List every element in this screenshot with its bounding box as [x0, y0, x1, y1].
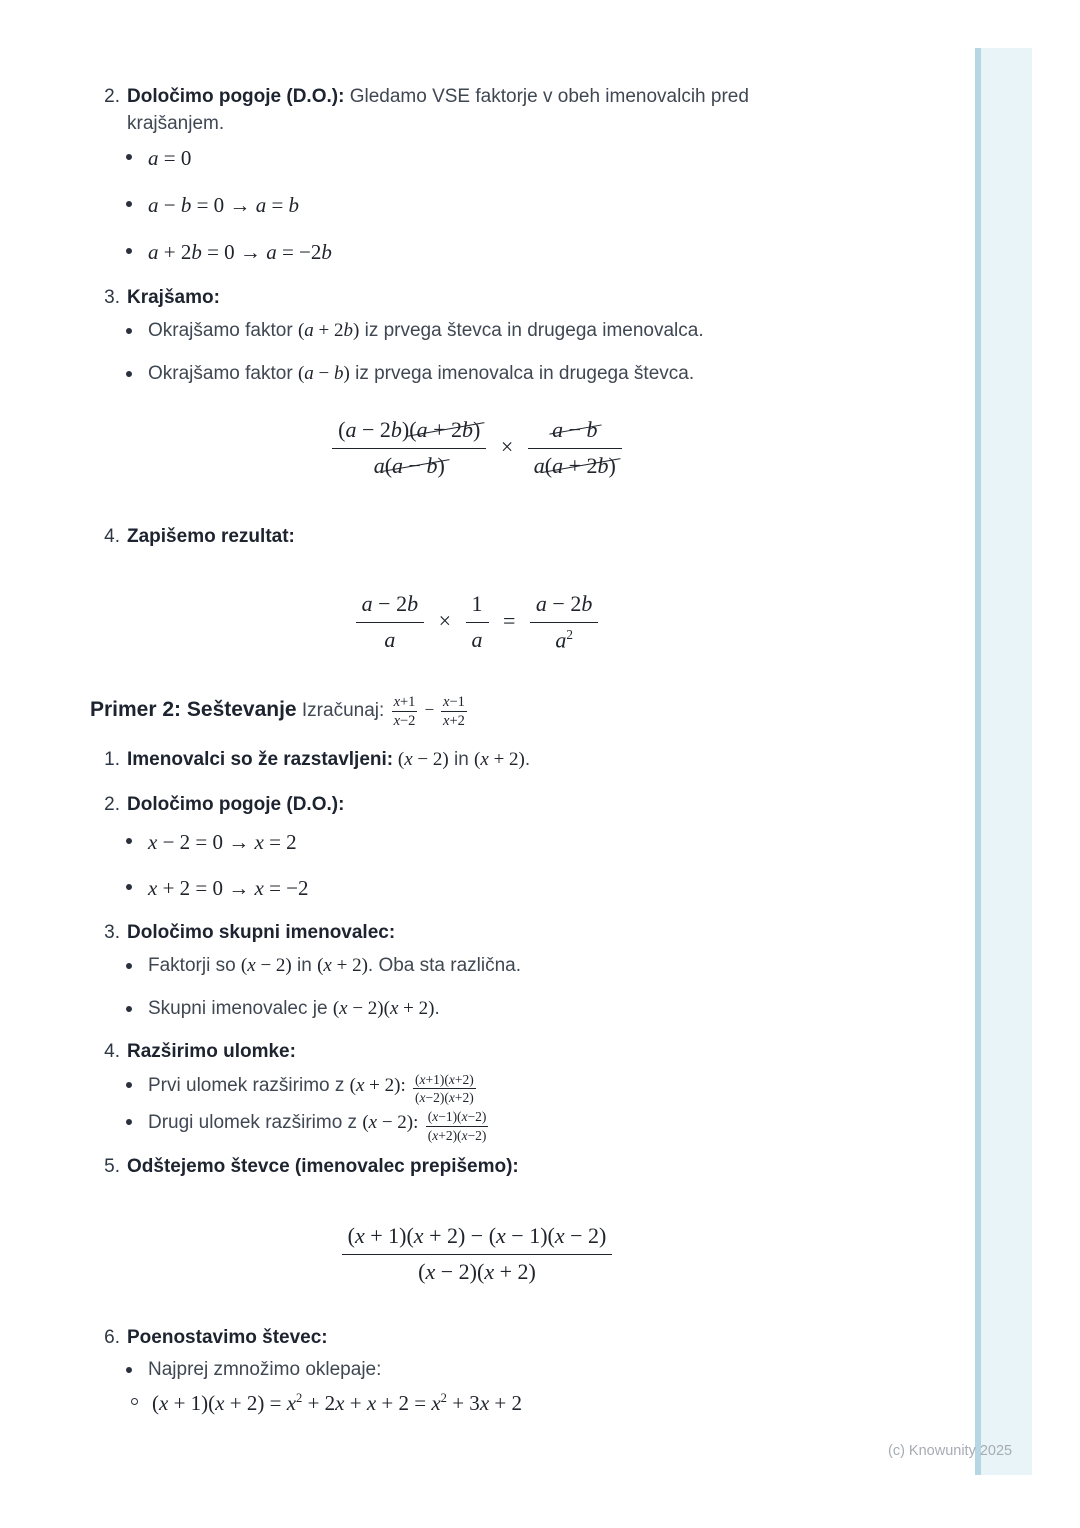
bullet-text: iz prvega števca in drugega imenovalca. [359, 319, 704, 341]
math-term: a [555, 627, 567, 653]
math-condition: x + 2 = 0 → x = −2 [148, 875, 309, 900]
bullet-dot-icon [126, 884, 132, 890]
bullet-item [126, 874, 960, 903]
fraction [342, 1221, 613, 1285]
inline-math: (x + 2): [349, 1075, 406, 1097]
list-item-3-cancel [90, 285, 960, 312]
bullet-dot-icon [126, 154, 132, 160]
list-item-4-result [90, 524, 960, 551]
math-term: + 2x + x + 2 = x [302, 1390, 441, 1415]
equals-operator: = [503, 608, 516, 634]
list-number: 2. [104, 86, 120, 107]
bullet-list [90, 1072, 960, 1142]
bullet-text: . [434, 998, 440, 1020]
bullet-dot-icon [126, 328, 132, 334]
list-item-3-common-denominator [90, 920, 960, 947]
math-term: (x + 1)(x + 2) − (x − 1)(x − 2) [342, 1221, 613, 1255]
list-number: 6. [104, 1326, 120, 1348]
list-number: 3. [104, 286, 120, 308]
list-number: 2. [104, 793, 120, 815]
math-condition: a + 2b = 0 → a = −2b [148, 239, 332, 264]
fraction [530, 589, 598, 653]
bullet-dot-icon [126, 371, 132, 377]
item-text: . [524, 749, 531, 771]
fraction [441, 694, 467, 729]
fraction [356, 589, 424, 653]
bullet-text: Skupni imenovalec je [148, 998, 333, 1020]
bullet-text: iz prvega imenovalca in drugega števca. [349, 363, 695, 385]
math-term: (x−2)(x+2) [415, 1090, 474, 1106]
list-number: 1. [104, 749, 120, 771]
bullet-dot-icon [126, 1006, 132, 1012]
bullet-item [126, 996, 960, 1022]
page-content [90, 84, 960, 1419]
example-subtitle: Izračunaj: [296, 699, 390, 721]
bullet-list [90, 318, 960, 387]
math-term-cancelled: a − b [552, 417, 598, 443]
math-term: (a − 2b) [338, 417, 410, 443]
bullet-text: Faktorji so [148, 954, 241, 976]
item-text: Gledamo VSE faktorje v obeh imenovalcih pred krajšanjem. [127, 86, 749, 134]
math-term: a [384, 627, 396, 653]
bullet-text: Okrajšamo faktor [148, 319, 298, 341]
item-title: Določimo pogoje (D.O.): [127, 86, 345, 107]
bullet-text: Prvi ulomek razširimo z [148, 1075, 350, 1097]
list-number: 4. [104, 1041, 120, 1063]
math-term: (x+1)(x+2) [413, 1072, 476, 1089]
math-condition: a = 0 [148, 145, 192, 170]
inline-math: (x + 2) [317, 954, 368, 976]
math-term: (x−1)(x−2) [426, 1109, 489, 1126]
math-term: a − 2b [530, 589, 598, 623]
fraction [413, 1072, 476, 1105]
bullet-dot-icon [126, 963, 132, 969]
list-item-2-conditions-b [90, 792, 960, 819]
fraction [426, 1109, 489, 1142]
math-condition: a − b = 0 → a = b [148, 192, 300, 217]
bullet-text: . Oba sta različna. [367, 954, 522, 976]
display-math-subtraction [127, 1221, 827, 1285]
inline-math: (x − 2): [362, 1112, 419, 1134]
inline-math: (a − b) [297, 363, 350, 385]
bullet-text: Okrajšamo faktor [148, 363, 298, 385]
inline-math: (x − 2) [240, 954, 292, 976]
minus-operator: − [424, 699, 435, 719]
math-superscript: 2 [440, 1390, 447, 1405]
item-title: Zapišemo rezultat: [127, 526, 295, 548]
math-superscript: 2 [566, 627, 573, 643]
math-condition: x − 2 = 0 → x = 2 [148, 829, 297, 854]
bullet-dot-icon [126, 1119, 132, 1125]
example-2-heading [90, 694, 960, 729]
copyright-watermark: (c) Knowunity 2025 [888, 1443, 1013, 1459]
math-term: x+2 [443, 712, 465, 729]
math-term: x+1 [392, 694, 418, 712]
bullet-dot-icon [126, 1082, 132, 1088]
math-term: (x + 1)(x + 2) = x [152, 1390, 297, 1415]
bullet-list [90, 144, 960, 267]
example-title: Primer 2: Seštevanje [90, 697, 297, 721]
bullet-text: in [291, 954, 318, 976]
math-term: + 3x + 2 [446, 1390, 522, 1415]
math-term: 1 [466, 589, 489, 623]
bullet-text: Drugi ulomek razširimo z [148, 1112, 363, 1134]
list-item-4-expand-fractions [90, 1039, 960, 1066]
bullet-item [126, 318, 960, 344]
fraction [392, 694, 418, 729]
math-term-cancelled: (a + 2b) [409, 417, 481, 443]
math-term: (x − 2)(x + 2) [418, 1258, 536, 1284]
inline-math: (x − 2) [393, 749, 449, 771]
bullet-item [126, 361, 960, 387]
math-term: x−2 [393, 712, 416, 729]
bullet-circle-icon [131, 1398, 138, 1405]
bullet-dot-icon [126, 248, 132, 254]
bullet-list [90, 828, 960, 903]
item-title: Določimo skupni imenovalec: [127, 921, 396, 943]
item-title: Poenostavimo števec: [127, 1326, 328, 1348]
inline-math: (x + 2) [474, 749, 525, 771]
item-title: Krajšamo: [127, 286, 220, 308]
bullet-item [126, 1109, 960, 1142]
list-number: 5. [104, 1155, 120, 1177]
sub-bullet-item [131, 1389, 960, 1419]
bullet-item [126, 238, 960, 267]
page-edge-highlight-stripe [975, 48, 1032, 1475]
math-term-cancelled: (a − b) [384, 453, 445, 479]
inline-math: (a + 2b) [297, 319, 360, 341]
fraction [528, 415, 622, 479]
math-term: a − 2b [356, 589, 424, 623]
fraction [466, 589, 489, 653]
bullet-dot-icon [126, 201, 132, 207]
list-item-2-conditions [90, 84, 960, 138]
item-text: in [448, 749, 475, 771]
math-term: a [373, 453, 385, 479]
item-title: Odštejemo števce (imenovalec prepišemo): [127, 1155, 519, 1177]
display-math-result [127, 589, 827, 653]
bullet-list [90, 953, 960, 1022]
inline-math: (x − 2)(x + 2) [332, 998, 435, 1020]
list-item-1-denominators [90, 747, 960, 774]
math-term: (x+2)(x−2) [427, 1127, 487, 1143]
math-term: a [471, 627, 483, 653]
math-term-cancelled: (a + 2b) [544, 453, 616, 479]
bullet-item [126, 191, 960, 220]
bullet-item [126, 1072, 960, 1105]
math-term: x−1 [441, 694, 467, 712]
bullet-item [126, 828, 960, 857]
bullet-item [126, 1357, 960, 1383]
bullet-item [126, 144, 960, 173]
list-number: 4. [104, 526, 120, 548]
list-item-5-subtract-numerators [90, 1154, 960, 1181]
item-title: Razširimo ulomke: [127, 1041, 296, 1063]
fraction [332, 415, 486, 479]
list-item-6-simplify-numerator [90, 1325, 960, 1352]
list-number: 3. [104, 921, 120, 943]
display-math-cancellation [127, 415, 827, 479]
times-operator: × [438, 608, 451, 634]
bullet-text: Najprej zmnožimo oklepaje: [148, 1358, 382, 1380]
item-title: Imenovalci so že razstavljeni: [127, 749, 394, 771]
item-title: Določimo pogoje (D.O.): [127, 793, 345, 815]
bullet-item [126, 953, 960, 979]
bullet-dot-icon [126, 838, 132, 844]
times-operator: × [500, 434, 514, 460]
bullet-dot-icon [126, 1367, 132, 1373]
math-superscript: 2 [296, 1390, 303, 1405]
math-term: a [533, 453, 545, 479]
